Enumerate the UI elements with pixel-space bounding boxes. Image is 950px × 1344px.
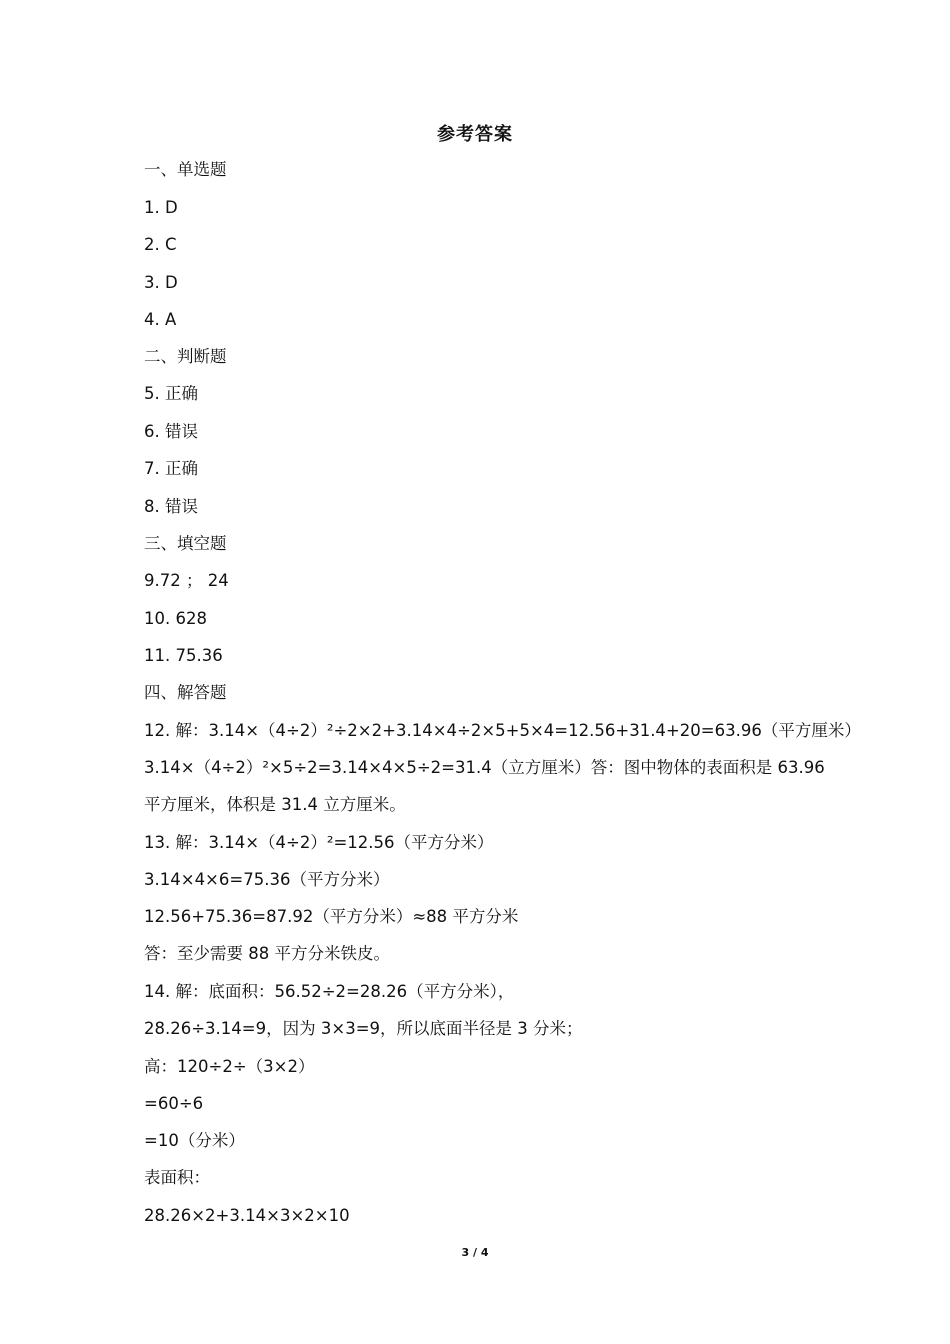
solution-line: 高：120÷2÷（3×2） [144,1057,315,1076]
solution-line: 12.56+75.36=87.92（平方分米）≈88 平方分米 [144,907,519,926]
page-title: 参考答案 [437,124,513,145]
answer-line: 2. C [144,235,177,254]
answer-line: 5. 正确 [144,384,198,403]
section-heading-solutions: 四、解答题 [144,683,227,702]
answer-line: 8. 错误 [144,497,198,516]
solution-line: 答：至少需要 88 平方分米铁皮。 [144,944,390,963]
solution-line: 3.14×（4÷2）²×5÷2=3.14×4×5÷2=31.4（立方厘米）答：图中物体的表面积是 63.96 [144,758,825,777]
section-heading-fill-blank: 三、填空题 [144,534,227,553]
answer-line: 3. D [144,273,178,292]
solution-line: 13. 解：3.14×（4÷2）²=12.56（平方分米） [144,833,494,852]
solution-line: =60÷6 [144,1094,204,1113]
solution-line: 3.14×4×6=75.36（平方分米） [144,870,390,889]
answer-line: 10. 628 [144,609,207,628]
answer-line: 4. A [144,310,177,329]
answer-line: 9.72 ； 24 [144,571,229,590]
solution-line: 14. 解：底面积：56.52÷2=28.26（平方分米）， [144,982,515,1001]
section-heading-single-choice: 一、单选题 [144,160,227,179]
answer-line: 11. 75.36 [144,646,223,665]
section-heading-true-false: 二、判断题 [144,347,227,366]
answer-line: 6. 错误 [144,422,198,441]
solution-line: =10（分米） [144,1131,245,1150]
solution-line: 表面积： [144,1168,210,1187]
solution-line: 12. 解：3.14×（4÷2）²÷2×2+3.14×4÷2×5+5×4=12.56+31.4+20=63.96（平方厘米） [144,721,861,740]
answer-line: 7. 正确 [144,459,198,478]
solution-line: 28.26×2+3.14×3×2×10 [144,1206,350,1225]
answer-line: 1. D [144,198,178,217]
page-number: 3 / 4 [461,1246,489,1259]
solution-line: 28.26÷3.14=9，因为 3×3=9，所以底面半径是 3 分米； [144,1019,583,1038]
solution-line: 平方厘米，体积是 31.4 立方厘米。 [144,795,406,814]
